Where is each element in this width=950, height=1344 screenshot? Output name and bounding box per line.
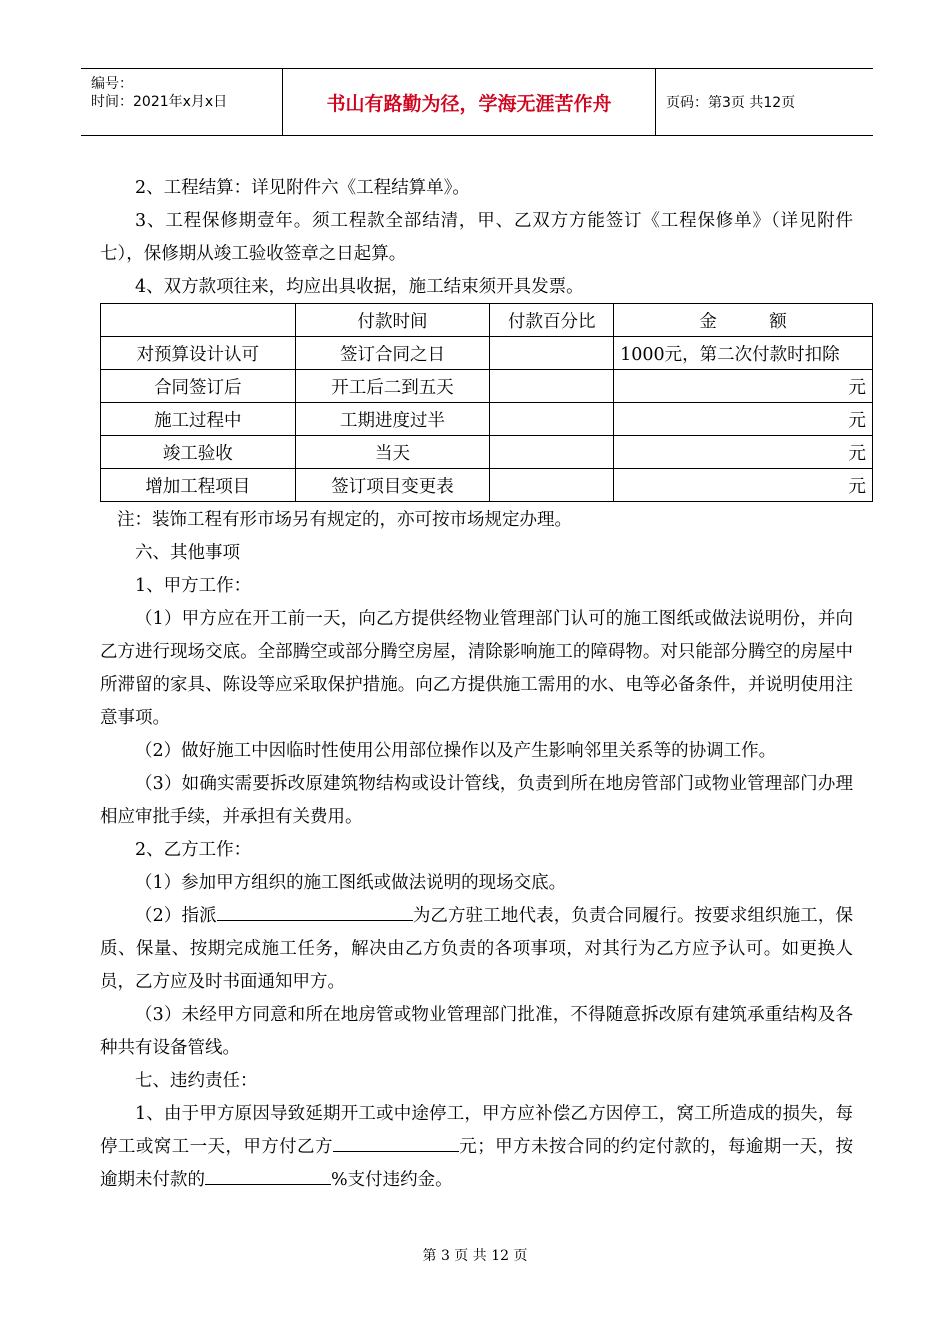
table-cell: 元 xyxy=(614,403,873,436)
table-cell xyxy=(490,370,614,403)
clause-warranty: 3、工程保修期壹年。须工程款全部结清，甲、乙双方方能签订《工程保修单》（详见附件七），保修期从竣工验收签章之日起算。 xyxy=(100,211,853,264)
table-cell xyxy=(490,403,614,436)
table-cell: 当天 xyxy=(295,436,490,469)
table-header-cell xyxy=(101,304,296,337)
page-header xyxy=(81,68,873,136)
section-heading-other: 六、其他事项 xyxy=(135,543,240,563)
party-a-item-2: （2）做好施工中因临时性使用公用部位操作以及产生影响邻里关系等的协调工作。 xyxy=(135,741,777,761)
party-a-item-3: （3）如确实需要拆改原建筑物结构或设计管线，负责到所在地房管部门或物业管理部门办理相应审批手续，并承担有关费用。 xyxy=(100,774,853,827)
table-row xyxy=(101,403,873,436)
section-heading-breach: 七、违约责任： xyxy=(135,1071,258,1091)
penalty-rate-blank xyxy=(205,1166,331,1185)
table-cell: 元 xyxy=(614,469,873,502)
representative-blank xyxy=(217,902,413,921)
table-cell: 元 xyxy=(614,370,873,403)
party-b-item-2-start: （2）指派 xyxy=(135,906,217,926)
party-a-item-1: （1）甲方应在开工前一天，向乙方提供经物业管理部门认可的施工图纸或做法说明份，并向乙方进行现场交底。全部腾空或部分腾空房屋，清除影响施工的障碍物。对只能部分腾空的房屋中所滞留的家具、陈设等应采取保护措施。向乙方提供施工需用的水、电等必备条件，并说明使用注意事项。 xyxy=(100,609,853,728)
table-note: 注：装饰工程有形市场另有规定的，亦可按市场规定办理。 xyxy=(117,510,572,530)
table-cell xyxy=(490,436,614,469)
table-cell: 增加工程项目 xyxy=(101,469,296,502)
table-row xyxy=(101,436,873,469)
party-b-item-1: （1）参加甲方组织的施工图纸或做法说明的现场交底。 xyxy=(135,873,567,893)
table-cell: 合同签订后 xyxy=(101,370,296,403)
table-cell: 1000元，第二次付款时扣除 xyxy=(614,337,873,370)
breach-item-1-end: %支付违约金。 xyxy=(331,1170,453,1190)
daily-compensation-blank xyxy=(333,1133,459,1152)
subsection-party-a: 1、甲方工作： xyxy=(135,576,252,596)
table-row xyxy=(101,337,873,370)
breach-item-1 xyxy=(100,1098,853,1197)
page-footer: 第 3 页 共 12 页 xyxy=(422,1248,528,1264)
table-cell: 施工过程中 xyxy=(101,403,296,436)
header-page-label: 页码：第3页 共12页 xyxy=(666,95,796,111)
time-label: 时间：2021年x月x日 xyxy=(91,94,228,110)
table-cell: 开工后二到五天 xyxy=(295,370,490,403)
party-b-item-2-rest: 为乙方驻工地代表，负责合同履行。按要求组织施工，保质、保量、按期完成施工任务，解决由乙方负责的各项事项，对其行为乙方应予认可。如更换人员，乙方应及时书面通知甲方。 xyxy=(100,906,854,992)
table-row xyxy=(101,469,873,502)
clause-settlement: 2、工程结算：详见附件六《工程结算单》。 xyxy=(135,178,470,198)
table-header-cell: 金 额 xyxy=(614,304,873,337)
table-cell: 签订合同之日 xyxy=(295,337,490,370)
party-b-item-2 xyxy=(100,900,853,999)
table-header-cell: 付款时间 xyxy=(295,304,490,337)
number-label: 编号： xyxy=(91,76,133,92)
table-cell xyxy=(490,469,614,502)
table-header-cell: 付款百分比 xyxy=(490,304,614,337)
table-cell xyxy=(490,337,614,370)
table-cell: 竣工验收 xyxy=(101,436,296,469)
table-cell: 工期进度过半 xyxy=(295,403,490,436)
clause-receipts: 4、双方款项往来，均应出具收据，施工结束须开具发票。 xyxy=(135,277,584,297)
table-cell: 签订项目变更表 xyxy=(295,469,490,502)
table-cell: 对预算设计认可 xyxy=(101,337,296,370)
subsection-party-b: 2、乙方工作： xyxy=(135,840,252,860)
breach-item-1-start: 1、由于甲方原因导致延期开工或中途停工，甲方应补偿乙方因停工，窝工所造成的损失，每停工或窝工一天，甲方付乙方 xyxy=(100,1104,853,1157)
table-header-row xyxy=(101,304,873,337)
party-b-item-3: （3）未经甲方同意和所在地房管或物业管理部门批准，不得随意拆改原有建筑承重结构及各种共有设备管线。 xyxy=(100,1005,853,1058)
table-cell: 元 xyxy=(614,436,873,469)
payment-table xyxy=(100,303,873,502)
header-meta xyxy=(81,69,283,135)
breach-item-1-middle: 元；甲方未按合同的约定付款的，每逾期一天，按逾期未付款的 xyxy=(100,1137,854,1190)
header-motto: 书山有路勤为径，学海无涯苦作舟 xyxy=(283,69,656,135)
table-row xyxy=(101,370,873,403)
